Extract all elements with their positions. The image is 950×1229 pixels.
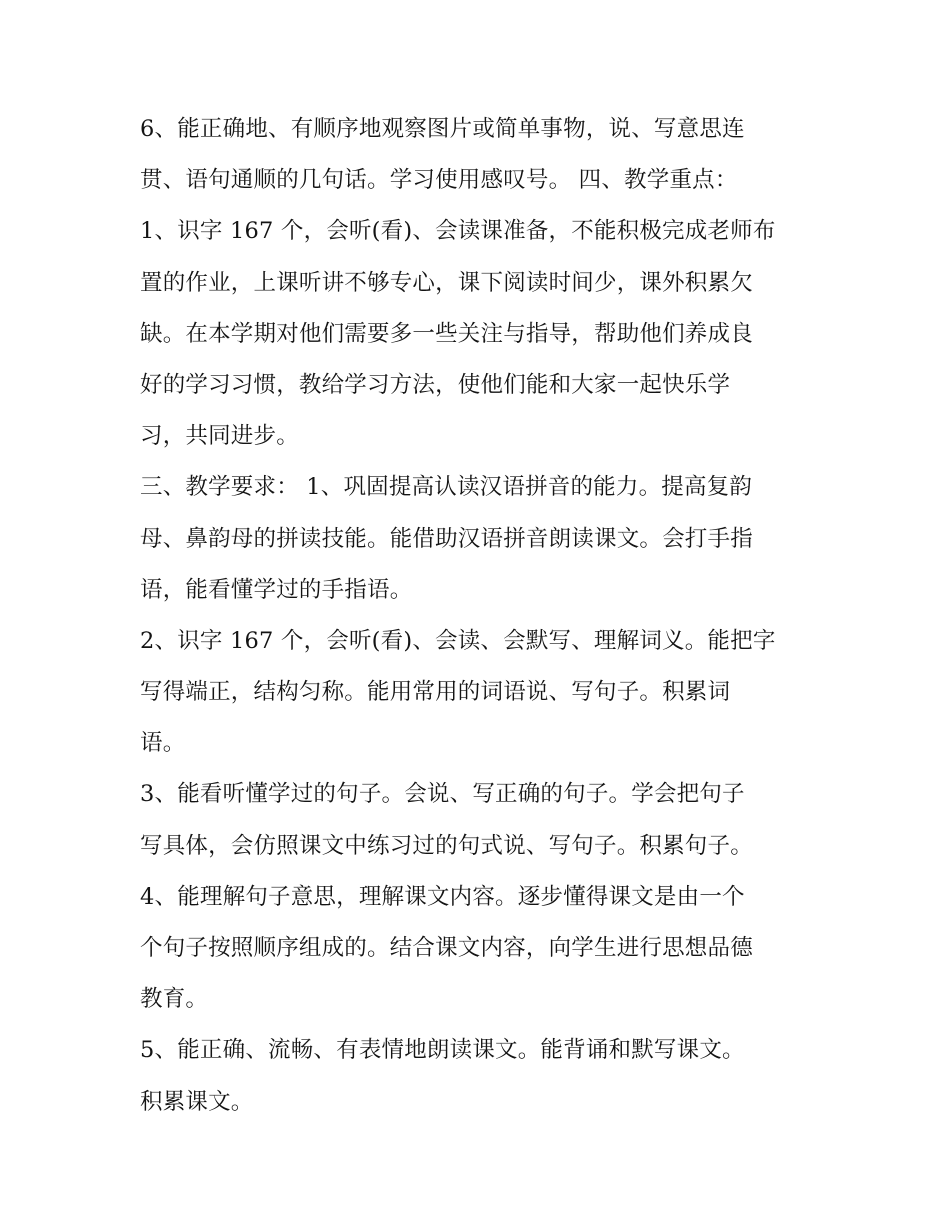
text-line: 语。: [140, 730, 186, 757]
text-line: 置的作业，上课听讲不够专心，课下阅读时间少，课外积累欠: [140, 269, 753, 296]
text-line: 个句子按照顺序组成的。结合课文内容，向学生进行思想品德: [140, 935, 753, 961]
document-body: [140, 104, 812, 1128]
text-line: 写得端正，结构匀称。能用常用的词语说、写句子。积累词: [140, 679, 731, 706]
text-line: 4、能理解句子意思，理解课文内容。逐步懂得课文是由一个: [140, 883, 745, 910]
text-line: 语，能看懂学过的手指语。: [140, 576, 413, 603]
text-line: 贯、语句通顺的几句话。学习使用感叹号。 四、教学重点：: [140, 167, 738, 194]
text-line: 5、能正确、流畅、有表情地朗读课文。能背诵和默写课文。: [140, 1037, 745, 1064]
text-line: 6、能正确地、有顺序地观察图片或简单事物，说、写意思连: [140, 116, 745, 142]
text-line: 2、识字 167 个，会听(看)、会读、会默写、理解词义。能把字: [140, 627, 776, 654]
text-line: 教育。: [140, 986, 209, 1013]
text-line: 母、鼻韵母的拼读技能。能借助汉语拼音朗读课文。会打手指: [140, 525, 753, 552]
text-line: 三、教学要求： 1、巩固提高认读汉语拼音的能力。提高复韵: [140, 474, 753, 501]
text-line: 3、能看听懂学过的句子。会说、写正确的句子。学会把句子: [140, 781, 745, 808]
text-line: 缺。在本学期对他们需要多一些关注与指导，帮助他们养成良: [140, 320, 753, 347]
text-line: 写具体，会仿照课文中练习过的句式说、写句子。积累句子。: [140, 832, 753, 859]
text-line: 1、识字 167 个，会听(看)、会读课准备，不能积极完成老师布: [140, 218, 776, 245]
text-line: 积累课文。: [140, 1088, 254, 1115]
text-line: 好的学习习惯，教给学习方法，使他们能和大家一起快乐学: [140, 371, 731, 398]
text-line: 习，共同进步。: [140, 423, 299, 450]
